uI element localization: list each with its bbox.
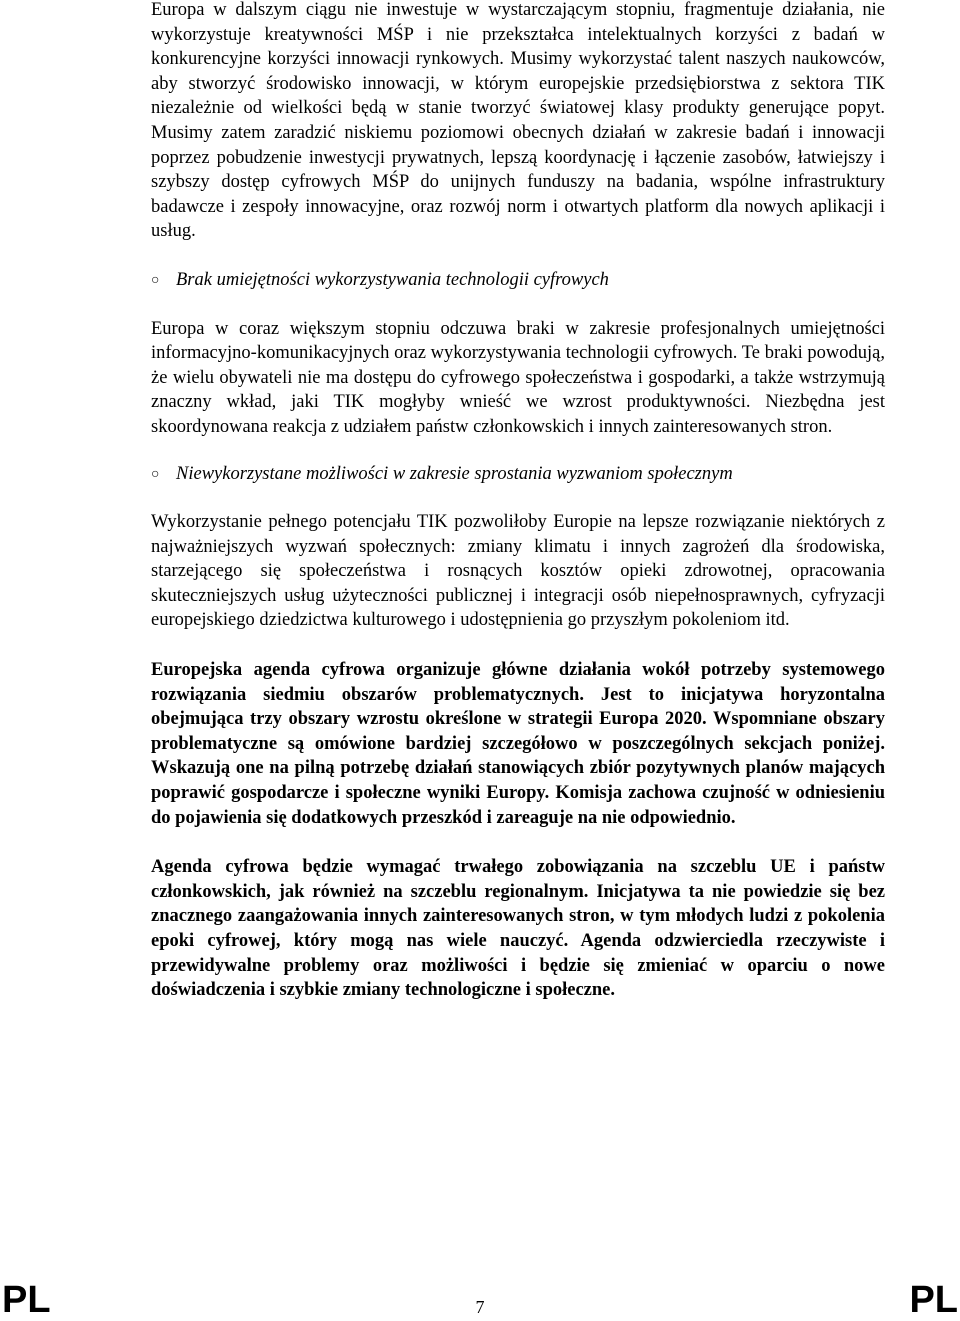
footer-language-right: PL: [909, 1279, 958, 1321]
spacer: [151, 830, 885, 855]
spacer: [151, 246, 885, 268]
bullet-digital-skills: [151, 268, 885, 295]
footer-language-left: PL: [2, 1279, 51, 1321]
bullet-social-challenges: [151, 462, 885, 489]
paragraph-digital-skills: Europa w coraz większym stopniu odczuwa braki w zakresie profesjonalnych umiejętności informacyjno-komunikacyjnych oraz wykorzystywania technologii cyfrowych. Te braki powodują, że wielu obywateli nie ma dostępu do cyfrowego społeczeństwa i gospodarki, a także wstrzymują znaczny wkład, jaki TIK mogłyby wnieść we wzrost produktywności. Niezbędna jest skoordynowana reakcja z udziałem państw członkowskich i innych zainteresowanych stron.: [151, 318, 885, 437]
bullet-circle-icon: ○: [151, 466, 160, 482]
page-number: 7: [475, 1297, 485, 1317]
paragraph-agenda-commitment: Agenda cyfrowa będzie wymagać trwałego zobowiązania na szczeblu UE i państw członkowskich, jak również na szczeblu regionalnym. Inicjatywa ta nie powiedzie się bez znacznego zaangażowania innych zainteresowanych stron, w tym młodych ludzi z pokolenia epoki cyfrowej, który mogą nas wiele nauczyć. Agenda odzwierciedla rzeczywiste i przewidywalne problemy oraz możliwości i będzie się zmieniać w oparciu o nowe doświadczenia i szybkie zmiany technologiczne i społeczne.: [151, 857, 885, 1001]
paragraph-social-challenges: Wykorzystanie pełnego potencjału TIK pozwoliłoby Europie na lepsze rozwiązanie niektórych z najważniejszych wyzwań społecznych: zmiany klimatu i innych zagrożeń dla środowiska, starzejącego się społeczeństwa i rosnących kosztów opieki zdrowotnej, opracowania skuteczniejszych usług użyteczności publicznej i integracji osób niepełnosprawnych, cyfryzacji europejskiego dziedzictwa kulturowego i udostępnienia go przyszłym pokoleniom itd.: [151, 512, 885, 631]
document-body: [151, 0, 885, 1003]
paragraph-research-innovation: Europa w dalszym ciągu nie inwestuje w wystarczającym stopniu, fragmentuje działania, nie wykorzystuje kreatywności MŚP i nie przekształca intelektualnych korzyści z badań w konkurencyjne korzyści innowacji rynkowych. Musimy wykorzystać talent naszych naukowców, aby stworzyć środowisko innowacji, w którym europejskie przedsiębiorstwa z sektora TIK niezależnie od wielkości będą w stanie tworzyć światowej klasy produkty generujące popyt. Musimy zatem zaradzić niskiemu poziomowi obecnych działań w zakresie badań i innowacji poprzez pobudzenie inwestycji prywatnych, lepszą koordynację i łączenie zasobów, łatwiejszy i szybszy dostęp cyfrowych MŚP do unijnych funduszy na badania, wspólne infrastruktury badawcze i zespoły innowacyjne, oraz rozwój norm i otwartych platform dla nowych aplikacji i usług.: [151, 0, 885, 242]
spacer: [151, 440, 885, 462]
paragraph-agenda-organization: Europejska agenda cyfrowa organizuje główne działania wokół potrzeby systemowego rozwiązania siedmiu obszarów problematycznych. Jest to inicjatywa horyzontalna obejmująca trzy obszary wzrostu określone w strategii Europa 2020. Wspomniane obszary problematyczne są omówione bardziej szczegółowo w poszczególnych sekcjach poniżej. Wskazują one na pilną potrzebę działań stanowiących zbiór pozytywnych planów mających poprawić gospodarcze i społeczne wyniki Europy. Komisja zachowa czujność w odniesieniu do pojawienia się dodatkowych przeszkód i zareaguje na nie odpowiednio.: [151, 660, 885, 828]
bullet-circle-icon: ○: [151, 272, 160, 288]
bullet-heading-social-challenges: Niewykorzystane możliwości w zakresie sprostania wyzwaniom społecznym: [176, 463, 733, 484]
spacer: [151, 295, 885, 317]
spacer: [151, 488, 885, 510]
bullet-heading-digital-skills: Brak umiejętności wykorzystywania technologii cyfrowych: [176, 269, 609, 290]
spacer: [151, 633, 885, 658]
